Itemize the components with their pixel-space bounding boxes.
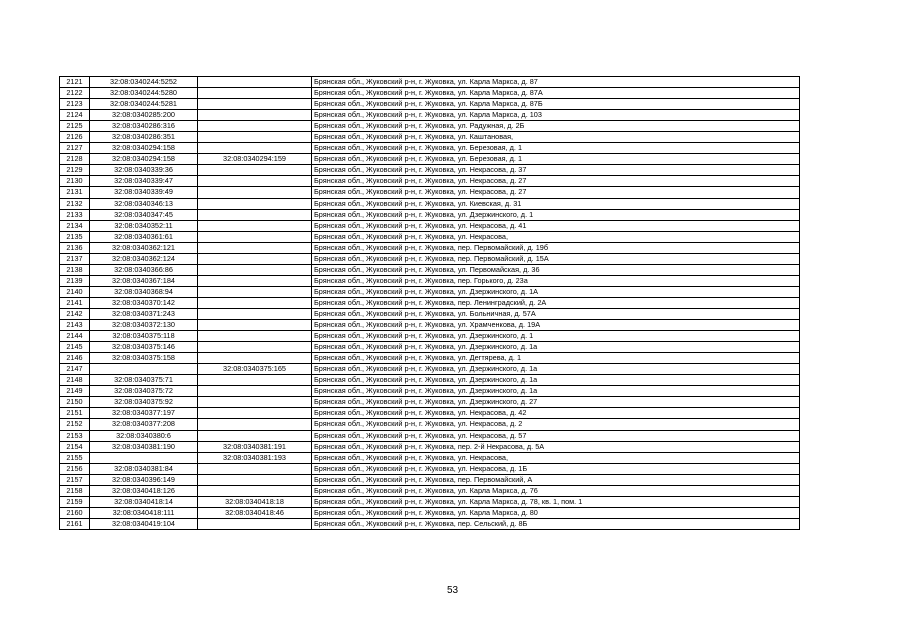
row-number-cell: 2132 [60, 198, 90, 209]
cadastral-number-cell: 32:08:0340339:36 [90, 165, 198, 176]
row-number-cell: 2128 [60, 154, 90, 165]
property-table-body [60, 77, 800, 530]
row-number-cell: 2124 [60, 110, 90, 121]
address-cell: Брянская обл., Жуковский р-н, г. Жуковка, ул. Некрасова, д. 27 [312, 176, 800, 187]
address-cell: Брянская обл., Жуковский р-н, г. Жуковка, ул. Некрасова, [312, 452, 800, 463]
row-number-cell: 2160 [60, 507, 90, 518]
table-row [60, 220, 800, 231]
table-row [60, 77, 800, 88]
linked-cadastral-number-cell [198, 331, 312, 342]
row-number-cell: 2144 [60, 331, 90, 342]
property-table [59, 76, 800, 530]
table-row [60, 209, 800, 220]
address-cell: Брянская обл., Жуковский р-н, г. Жуковка, ул. Карла Маркса, д. 80 [312, 507, 800, 518]
linked-cadastral-number-cell: 32:08:0340418:46 [198, 507, 312, 518]
linked-cadastral-number-cell: 32:08:0340381:193 [198, 452, 312, 463]
address-cell: Брянская обл., Жуковский р-н, г. Жуковка, ул. Дзержинского, д. 27 [312, 397, 800, 408]
cadastral-number-cell: 32:08:0340418:126 [90, 485, 198, 496]
cadastral-number-cell: 32:08:0340352:11 [90, 220, 198, 231]
cadastral-number-cell: 32:08:0340375:118 [90, 331, 198, 342]
linked-cadastral-number-cell [198, 408, 312, 419]
cadastral-number-cell: 32:08:0340375:72 [90, 386, 198, 397]
row-number-cell: 2134 [60, 220, 90, 231]
linked-cadastral-number-cell [198, 342, 312, 353]
address-cell: Брянская обл., Жуковский р-н, г. Жуковка, ул. Больничная, д. 57А [312, 308, 800, 319]
table-row [60, 297, 800, 308]
address-cell: Брянская обл., Жуковский р-н, г. Жуковка, ул. Некрасова, д. 1Б [312, 463, 800, 474]
table-row [60, 507, 800, 518]
table-row [60, 452, 800, 463]
cadastral-number-cell: 32:08:0340339:47 [90, 176, 198, 187]
linked-cadastral-number-cell [198, 132, 312, 143]
address-cell: Брянская обл., Жуковский р-н, г. Жуковка, ул. Некрасова, д. 57 [312, 430, 800, 441]
row-number-cell: 2146 [60, 353, 90, 364]
linked-cadastral-number-cell [198, 187, 312, 198]
linked-cadastral-number-cell [198, 320, 312, 331]
table-row [60, 496, 800, 507]
linked-cadastral-number-cell [198, 375, 312, 386]
cadastral-number-cell: 32:08:0340347:45 [90, 209, 198, 220]
table-row [60, 397, 800, 408]
address-cell: Брянская обл., Жуковский р-н, г. Жуковка, ул. Некрасова, [312, 231, 800, 242]
cadastral-number-cell: 32:08:0340377:208 [90, 419, 198, 430]
table-row [60, 386, 800, 397]
row-number-cell: 2156 [60, 463, 90, 474]
linked-cadastral-number-cell [198, 286, 312, 297]
address-cell: Брянская обл., Жуковский р-н, г. Жуковка, пер. Сельский, д. 8Б [312, 518, 800, 529]
linked-cadastral-number-cell [198, 209, 312, 220]
row-number-cell: 2150 [60, 397, 90, 408]
cadastral-number-cell: 32:08:0340418:111 [90, 507, 198, 518]
linked-cadastral-number-cell [198, 242, 312, 253]
cadastral-number-cell: 32:08:0340375:158 [90, 353, 198, 364]
address-cell: Брянская обл., Жуковский р-н, г. Жуковка, ул. Дзержинского, д. 1а [312, 375, 800, 386]
row-number-cell: 2123 [60, 99, 90, 110]
table-row [60, 375, 800, 386]
table-row [60, 253, 800, 264]
address-cell: Брянская обл., Жуковский р-н, г. Жуковка, ул. Карла Маркса, д. 76 [312, 485, 800, 496]
linked-cadastral-number-cell [198, 264, 312, 275]
row-number-cell: 2140 [60, 286, 90, 297]
linked-cadastral-number-cell: 32:08:0340294:159 [198, 154, 312, 165]
table-row [60, 176, 800, 187]
table-row [60, 154, 800, 165]
address-cell: Брянская обл., Жуковский р-н, г. Жуковка, ул. Дзержинского, д. 1а [312, 364, 800, 375]
row-number-cell: 2133 [60, 209, 90, 220]
address-cell: Брянская обл., Жуковский р-н, г. Жуковка, ул. Березовая, д. 1 [312, 143, 800, 154]
address-cell: Брянская обл., Жуковский р-н, г. Жуковка, ул. Карла Маркса, д. 103 [312, 110, 800, 121]
row-number-cell: 2152 [60, 419, 90, 430]
cadastral-number-cell: 32:08:0340419:104 [90, 518, 198, 529]
row-number-cell: 2121 [60, 77, 90, 88]
table-row [60, 419, 800, 430]
row-number-cell: 2157 [60, 474, 90, 485]
cadastral-number-cell: 32:08:0340286:316 [90, 121, 198, 132]
row-number-cell: 2126 [60, 132, 90, 143]
linked-cadastral-number-cell: 32:08:0340418:18 [198, 496, 312, 507]
address-cell: Брянская обл., Жуковский р-н, г. Жуковка, ул. Березовая, д. 1 [312, 154, 800, 165]
cadastral-number-cell: 32:08:0340377:197 [90, 408, 198, 419]
address-cell: Брянская обл., Жуковский р-н, г. Жуковка, ул. Киевская, д. 31 [312, 198, 800, 209]
cadastral-number-cell: 32:08:0340368:94 [90, 286, 198, 297]
table-row [60, 463, 800, 474]
linked-cadastral-number-cell [198, 386, 312, 397]
linked-cadastral-number-cell [198, 165, 312, 176]
table-row [60, 441, 800, 452]
cadastral-number-cell: 32:08:0340381:190 [90, 441, 198, 452]
linked-cadastral-number-cell [198, 518, 312, 529]
cadastral-number-cell: 32:08:0340375:92 [90, 397, 198, 408]
address-cell: Брянская обл., Жуковский р-н, г. Жуковка, ул. Карла Маркса, д. 87 [312, 77, 800, 88]
table-row [60, 308, 800, 319]
cadastral-number-cell: 32:08:0340362:121 [90, 242, 198, 253]
linked-cadastral-number-cell [198, 419, 312, 430]
cadastral-number-cell [90, 364, 198, 375]
linked-cadastral-number-cell [198, 88, 312, 99]
linked-cadastral-number-cell [198, 198, 312, 209]
row-number-cell: 2142 [60, 308, 90, 319]
table-row [60, 320, 800, 331]
address-cell: Брянская обл., Жуковский р-н, г. Жуковка, ул. Первомайская, д. 36 [312, 264, 800, 275]
cadastral-number-cell: 32:08:0340381:84 [90, 463, 198, 474]
cadastral-number-cell: 32:08:0340285:200 [90, 110, 198, 121]
row-number-cell: 2136 [60, 242, 90, 253]
table-row [60, 143, 800, 154]
linked-cadastral-number-cell [198, 99, 312, 110]
table-row [60, 331, 800, 342]
table-row [60, 485, 800, 496]
table-row [60, 264, 800, 275]
row-number-cell: 2135 [60, 231, 90, 242]
linked-cadastral-number-cell [198, 176, 312, 187]
row-number-cell: 2143 [60, 320, 90, 331]
address-cell: Брянская обл., Жуковский р-н, г. Жуковка, ул. Дзержинского, д. 1А [312, 286, 800, 297]
linked-cadastral-number-cell [198, 463, 312, 474]
row-number-cell: 2138 [60, 264, 90, 275]
address-cell: Брянская обл., Жуковский р-н, г. Жуковка, ул. Дзержинского, д. 1 [312, 209, 800, 220]
address-cell: Брянская обл., Жуковский р-н, г. Жуковка, ул. Дзержинского, д. 1а [312, 386, 800, 397]
table-row [60, 231, 800, 242]
cadastral-number-cell: 32:08:0340361:61 [90, 231, 198, 242]
address-cell: Брянская обл., Жуковский р-н, г. Жуковка, пер. 2-й Некрасова, д. 5А [312, 441, 800, 452]
linked-cadastral-number-cell [198, 253, 312, 264]
cadastral-number-cell: 32:08:0340371:243 [90, 308, 198, 319]
address-cell: Брянская обл., Жуковский р-н, г. Жуковка, ул. Некрасова, д. 37 [312, 165, 800, 176]
address-cell: Брянская обл., Жуковский р-н, г. Жуковка, ул. Некрасова, д. 2 [312, 419, 800, 430]
linked-cadastral-number-cell [198, 397, 312, 408]
cadastral-number-cell: 32:08:0340375:146 [90, 342, 198, 353]
cadastral-number-cell: 32:08:0340346:13 [90, 198, 198, 209]
linked-cadastral-number-cell [198, 474, 312, 485]
cadastral-number-cell: 32:08:0340375:71 [90, 375, 198, 386]
address-cell: Брянская обл., Жуковский р-н, г. Жуковка, ул. Каштановая, [312, 132, 800, 143]
row-number-cell: 2149 [60, 386, 90, 397]
table-row [60, 88, 800, 99]
address-cell: Брянская обл., Жуковский р-н, г. Жуковка, ул. Карла Маркса, д. 78, кв. 1, пом. 1 [312, 496, 800, 507]
row-number-cell: 2129 [60, 165, 90, 176]
cadastral-number-cell: 32:08:0340294:158 [90, 154, 198, 165]
cadastral-number-cell: 32:08:0340380:6 [90, 430, 198, 441]
row-number-cell: 2127 [60, 143, 90, 154]
row-number-cell: 2139 [60, 275, 90, 286]
linked-cadastral-number-cell [198, 77, 312, 88]
address-cell: Брянская обл., Жуковский р-н, г. Жуковка, пер. Первомайский, д. 15А [312, 253, 800, 264]
cadastral-number-cell: 32:08:0340244:5281 [90, 99, 198, 110]
table-row [60, 165, 800, 176]
table-row [60, 132, 800, 143]
table-row [60, 187, 800, 198]
table-row [60, 518, 800, 529]
linked-cadastral-number-cell [198, 353, 312, 364]
table-row [60, 198, 800, 209]
linked-cadastral-number-cell [198, 231, 312, 242]
table-row [60, 408, 800, 419]
table-row [60, 474, 800, 485]
address-cell: Брянская обл., Жуковский р-н, г. Жуковка, ул. Дзержинского, д. 1 [312, 331, 800, 342]
row-number-cell: 2153 [60, 430, 90, 441]
cadastral-number-cell: 32:08:0340372:130 [90, 320, 198, 331]
linked-cadastral-number-cell [198, 308, 312, 319]
address-cell: Брянская обл., Жуковский р-н, г. Жуковка, ул. Дегтярева, д. 1 [312, 353, 800, 364]
row-number-cell: 2155 [60, 452, 90, 463]
cadastral-number-cell: 32:08:0340286:351 [90, 132, 198, 143]
cadastral-number-cell: 32:08:0340418:14 [90, 496, 198, 507]
cadastral-number-cell: 32:08:0340244:5252 [90, 77, 198, 88]
address-cell: Брянская обл., Жуковский р-н, г. Жуковка, ул. Храмченкова, д. 19А [312, 320, 800, 331]
linked-cadastral-number-cell [198, 485, 312, 496]
row-number-cell: 2148 [60, 375, 90, 386]
address-cell: Брянская обл., Жуковский р-н, г. Жуковка, ул. Дзержинского, д. 1а [312, 342, 800, 353]
table-row [60, 121, 800, 132]
row-number-cell: 2145 [60, 342, 90, 353]
row-number-cell: 2125 [60, 121, 90, 132]
table-row [60, 242, 800, 253]
address-cell: Брянская обл., Жуковский р-н, г. Жуковка, ул. Некрасова, д. 41 [312, 220, 800, 231]
row-number-cell: 2130 [60, 176, 90, 187]
cadastral-number-cell: 32:08:0340244:5280 [90, 88, 198, 99]
address-cell: Брянская обл., Жуковский р-н, г. Жуковка, ул. Некрасова, д. 42 [312, 408, 800, 419]
row-number-cell: 2158 [60, 485, 90, 496]
linked-cadastral-number-cell: 32:08:0340381:191 [198, 441, 312, 452]
linked-cadastral-number-cell [198, 275, 312, 286]
cadastral-number-cell: 32:08:0340339:49 [90, 187, 198, 198]
linked-cadastral-number-cell [198, 121, 312, 132]
address-cell: Брянская обл., Жуковский р-н, г. Жуковка, ул. Радужная, д. 2Б [312, 121, 800, 132]
address-cell: Брянская обл., Жуковский р-н, г. Жуковка, пер. Первомайский, д. 19б [312, 242, 800, 253]
table-row [60, 353, 800, 364]
row-number-cell: 2161 [60, 518, 90, 529]
linked-cadastral-number-cell [198, 220, 312, 231]
linked-cadastral-number-cell: 32:08:0340375:165 [198, 364, 312, 375]
cadastral-number-cell: 32:08:0340362:124 [90, 253, 198, 264]
table-row [60, 286, 800, 297]
cadastral-number-cell: 32:08:0340366:86 [90, 264, 198, 275]
address-cell: Брянская обл., Жуковский р-н, г. Жуковка, пер. Горького, д. 23а [312, 275, 800, 286]
row-number-cell: 2137 [60, 253, 90, 264]
linked-cadastral-number-cell [198, 110, 312, 121]
address-cell: Брянская обл., Жуковский р-н, г. Жуковка, ул. Карла Маркса, д. 87А [312, 88, 800, 99]
table-row [60, 364, 800, 375]
linked-cadastral-number-cell [198, 143, 312, 154]
address-cell: Брянская обл., Жуковский р-н, г. Жуковка, пер. Ленинградский, д. 2А [312, 297, 800, 308]
cadastral-number-cell: 32:08:0340370:142 [90, 297, 198, 308]
row-number-cell: 2147 [60, 364, 90, 375]
address-cell: Брянская обл., Жуковский р-н, г. Жуковка, пер. Первомайский, А [312, 474, 800, 485]
row-number-cell: 2159 [60, 496, 90, 507]
cadastral-number-cell: 32:08:0340367:184 [90, 275, 198, 286]
linked-cadastral-number-cell [198, 297, 312, 308]
table-row [60, 275, 800, 286]
page-number: 53 [446, 585, 459, 596]
address-cell: Брянская обл., Жуковский р-н, г. Жуковка, ул. Карла Маркса, д. 87Б [312, 99, 800, 110]
cadastral-number-cell: 32:08:0340294:158 [90, 143, 198, 154]
address-cell: Брянская обл., Жуковский р-н, г. Жуковка, ул. Некрасова, д. 27 [312, 187, 800, 198]
table-row [60, 342, 800, 353]
cadastral-number-cell [90, 452, 198, 463]
table-row [60, 110, 800, 121]
row-number-cell: 2141 [60, 297, 90, 308]
table-row [60, 99, 800, 110]
row-number-cell: 2151 [60, 408, 90, 419]
linked-cadastral-number-cell [198, 430, 312, 441]
table-row [60, 430, 800, 441]
row-number-cell: 2122 [60, 88, 90, 99]
row-number-cell: 2131 [60, 187, 90, 198]
cadastral-number-cell: 32:08:0340396:149 [90, 474, 198, 485]
row-number-cell: 2154 [60, 441, 90, 452]
